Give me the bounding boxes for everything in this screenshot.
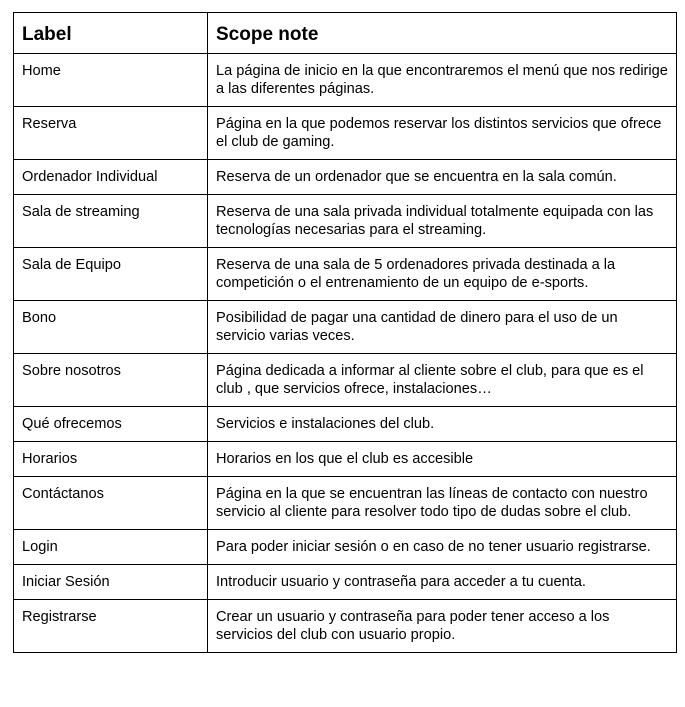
table-row	[14, 600, 677, 653]
table-row	[14, 54, 677, 107]
row-label: Qué ofrecemos	[14, 407, 208, 442]
row-label: Iniciar Sesión	[14, 565, 208, 600]
glossary-table	[13, 12, 677, 653]
table-row	[14, 442, 677, 477]
table-row	[14, 107, 677, 160]
row-label: Sala de Equipo	[14, 248, 208, 301]
row-scope-note: Posibilidad de pagar una cantidad de dinero para el uso de un servicio varias veces.	[208, 301, 677, 354]
row-scope-note: Página en la que podemos reservar los distintos servicios que ofrece el club de gaming.	[208, 107, 677, 160]
row-label: Bono	[14, 301, 208, 354]
table-row	[14, 301, 677, 354]
row-label: Contáctanos	[14, 477, 208, 530]
table-row	[14, 195, 677, 248]
row-label: Sobre nosotros	[14, 354, 208, 407]
row-label: Login	[14, 530, 208, 565]
header-row	[14, 13, 677, 54]
table-row	[14, 530, 677, 565]
row-scope-note: Servicios e instalaciones del club.	[208, 407, 677, 442]
table-row	[14, 565, 677, 600]
row-scope-note: Introducir usuario y contraseña para acceder a tu cuenta.	[208, 565, 677, 600]
header-label: Label	[14, 13, 208, 54]
header-scope-note: Scope note	[208, 13, 677, 54]
row-label: Registrarse	[14, 600, 208, 653]
row-scope-note: La página de inicio en la que encontraremos el menú que nos redirige a las diferentes páginas.	[208, 54, 677, 107]
row-scope-note: Para poder iniciar sesión o en caso de no tener usuario registrarse.	[208, 530, 677, 565]
row-scope-note: Página en la que se encuentran las líneas de contacto con nuestro servicio al cliente para resolver todo tipo de dudas sobre el club.	[208, 477, 677, 530]
row-scope-note: Página dedicada a informar al cliente sobre el club, para que es el club , que servicios ofrece, instalaciones…	[208, 354, 677, 407]
row-label: Horarios	[14, 442, 208, 477]
row-scope-note: Crear un usuario y contraseña para poder tener acceso a los servicios del club con usuario propio.	[208, 600, 677, 653]
row-label: Ordenador Individual	[14, 160, 208, 195]
row-scope-note: Reserva de un ordenador que se encuentra en la sala común.	[208, 160, 677, 195]
row-scope-note: Horarios en los que el club es accesible	[208, 442, 677, 477]
row-scope-note: Reserva de una sala de 5 ordenadores privada destinada a la competición o el entrenamiento de un equipo de e-sports.	[208, 248, 677, 301]
row-label: Sala de streaming	[14, 195, 208, 248]
table-row	[14, 248, 677, 301]
row-scope-note: Reserva de una sala privada individual totalmente equipada con las tecnologías necesarias para el streaming.	[208, 195, 677, 248]
row-label: Reserva	[14, 107, 208, 160]
table-row	[14, 477, 677, 530]
row-label: Home	[14, 54, 208, 107]
table-row	[14, 407, 677, 442]
table-row	[14, 354, 677, 407]
table-row	[14, 160, 677, 195]
